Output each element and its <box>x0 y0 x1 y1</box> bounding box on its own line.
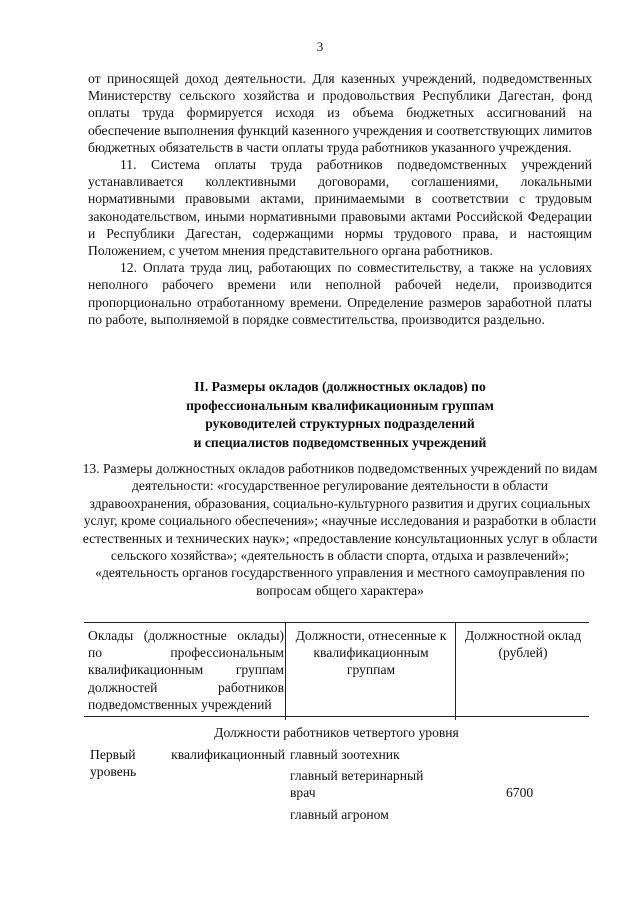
paragraph-13: 13. Размеры должностных окладов работников подведомственных учреждений по видам деятельности: «государственное регулирование деятельности в области здравоохранения, образования, социально-культурного развития и других социальных услуг, кроме социального обеспечения»; «научные исследования и разработки в области естественных и технических наук»; «предоставление консультационных услуг в области сельского хозяйства»; «деятельность в области спорта, отдыха и развлечений»; «деятельность органов государственного управления и местного самоуправления по вопросам общего характера» <box>82 461 598 598</box>
page-number: 3 <box>316 39 324 54</box>
position-item: главный зоотехник <box>290 747 400 762</box>
qualification-level-line <box>90 746 285 763</box>
qualification-level-word: уровень <box>90 764 137 780</box>
positions-cell <box>290 746 460 824</box>
position-item: главный ветеринарный <box>290 768 424 783</box>
paragraph-11: 11. Система оплаты труда работников подведомственных учреждений устанавливается коллективными договорами, соглашениями, локальными нормативными правовыми актами, принимаемыми в соответствии с трудовым законодательством, иными нормативными правовыми актами Российской Федерации и Республики Дагестан, содержащими нормы трудового права, и настоящим Положением, с учетом мнения представительного органа работников. <box>88 157 592 259</box>
qualification-level-word: Первый <box>90 747 136 762</box>
paragraph-continuation: от приносящей доход деятельности. Для казенных учреждений, подведомственных Министерству сельского хозяйства и продовольствия Республики Дагестан, фонд оплаты труда формируется исходя из объема бюджетных ассигнований на обеспечение выполнения функций казенного учреждения и соответствующих лимитов бюджетных обязательств в части оплаты труда работников указанного учреждения. <box>88 71 592 155</box>
table-header-salary: Должностной оклад (рублей) <box>455 623 590 720</box>
section-heading <box>88 378 592 452</box>
body-text <box>88 70 592 328</box>
table-header-positions: Должности, отнесенные к квалификационным группам <box>285 623 456 720</box>
heading-line: профессиональным квалификационным группам <box>186 397 494 413</box>
qualification-level-word: квалификационный <box>171 747 285 762</box>
qualification-level-cell <box>90 746 285 780</box>
heading-line: руководителей структурных подразделений <box>205 416 475 431</box>
salary-value: 6700 <box>506 785 534 800</box>
heading-line: и специалистов подведомственных учреждений <box>193 434 487 450</box>
position-item: врач <box>290 785 316 801</box>
paragraph-12: 12. Оплата труда лиц, работающих по совместительству, а также на условиях неполного рабочего времени или неполной рабочей недели, производится пропорционально отработанному времени. Определение размеров заработной платы по работе, выполняемой в порядке совместительства, производится раздельно. <box>88 260 592 327</box>
table-group-title: Должности работников четвертого уровня <box>214 725 459 740</box>
position-item: главный агроном <box>290 807 389 823</box>
heading-line: II. Размеры окладов (должностных окладов) по <box>194 379 486 394</box>
table-header <box>84 622 589 717</box>
table-header-qualification-groups: Оклады (должностные оклады) по профессиональным квалификационным группам должностей работников подведомственных учреждений <box>88 628 284 712</box>
